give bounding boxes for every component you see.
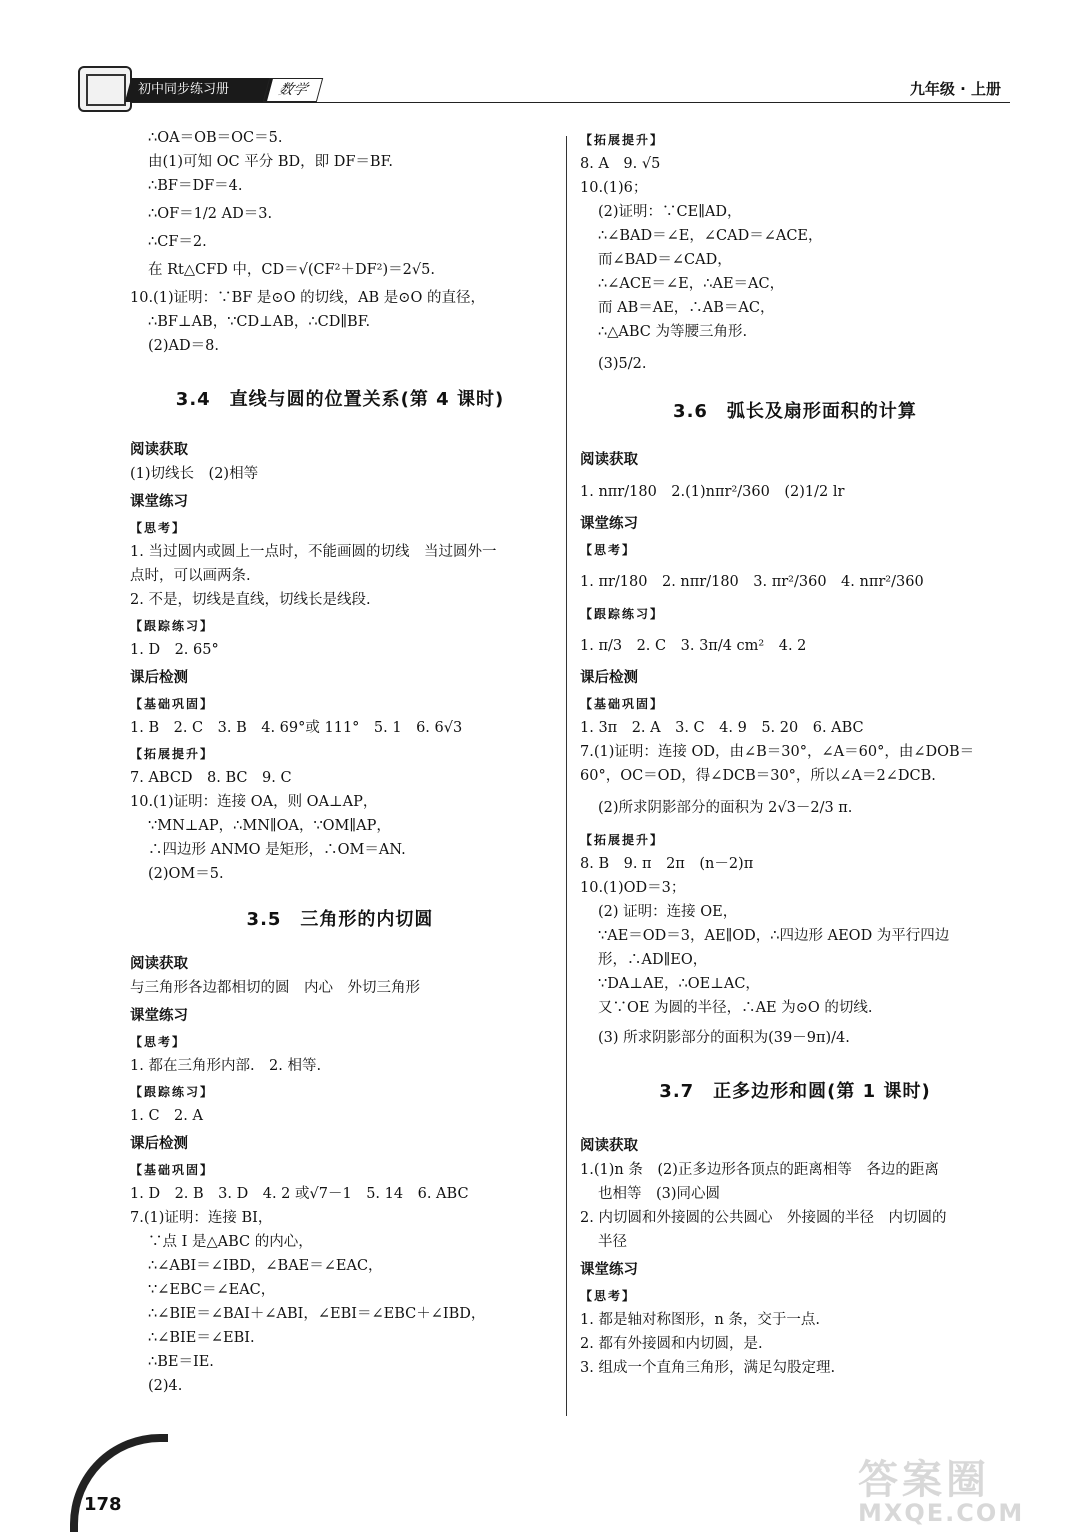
tag-follow: 【跟踪练习】 [580, 607, 665, 621]
heading-class: 课堂练习 [130, 494, 188, 510]
answer-line: (1)切线长 (2)相等 [130, 466, 259, 482]
left-column [130, 126, 550, 1398]
tag-extension: 【拓展提升】 [580, 833, 665, 847]
answer-line: ∴OA＝OB＝OC＝5. [148, 130, 283, 146]
page-number: 178 [84, 1494, 122, 1515]
answer-line: ∴∠BIE＝∠EBI. [148, 1330, 255, 1346]
answer-line: 1. nπr/180 2.(1)nπr²/360 (2)1/2 lr [580, 484, 845, 500]
answer-line: 7. ABCD 8. BC 9. C [130, 770, 292, 786]
answer-line: 1. 都在三角形内部. 2. 相等. [130, 1058, 322, 1074]
series-logo [78, 66, 132, 112]
series-title: 初中同步练习册 [125, 78, 273, 102]
tag-basic: 【基础巩固】 [130, 1163, 215, 1177]
answer-line: (3) 所求阴影部分的面积为(39－9π)/4. [598, 1030, 850, 1046]
answer-line: (2)4. [148, 1378, 183, 1394]
answer-line: 而 AB＝AE，∴AB＝AC， [598, 300, 775, 316]
answer-line: 1. D 2. 65° [130, 642, 219, 658]
tag-follow: 【跟踪练习】 [130, 1085, 215, 1099]
answer-line: 7.(1)证明：连接 OD，由∠B＝30°，∠A＝60°，由∠DOB＝ [580, 744, 975, 760]
answer-line: 与三角形各边都相切的圆 内心 外切三角形 [130, 980, 420, 996]
answer-line: ∴BF＝DF＝4. [148, 178, 243, 194]
answer-line: (2)OM＝5. [148, 866, 224, 882]
answer-line: 7.(1)证明：连接 BI， [130, 1210, 273, 1226]
answer-line: (2)AD＝8. [148, 338, 219, 354]
page-corner-arc [70, 1434, 168, 1532]
heading-after: 课后检测 [130, 1136, 188, 1152]
answer-line: ∵AE＝OD＝3，AE∥OD，∴四边形 AEOD 为平行四边 [598, 928, 950, 944]
answer-line: 而∠BAD＝∠CAD， [598, 252, 732, 268]
answer-line: 1. 当过圆内或圆上一点时，不能画圆的切线 当过圆外一 [130, 544, 497, 560]
answer-line: 1. 3π 2. A 3. C 4. 9 5. 20 6. ABC [580, 720, 864, 736]
watermark [858, 1448, 1024, 1527]
answer-line: ∴∠ACE＝∠E，∴AE＝AC， [598, 276, 785, 292]
answer-line: 1. C 2. A [130, 1108, 203, 1124]
section-title-3-6: 3.6 弧长及扇形面积的计算 [673, 401, 917, 422]
answer-line: 2. 内切圆和外接圆的公共圆心 外接圆的半径 内切圆的 [580, 1210, 947, 1226]
tag-think: 【思考】 [580, 543, 637, 557]
column-divider [566, 136, 567, 1416]
answer-line: ∵∠EBC＝∠EAC， [148, 1282, 276, 1298]
answer-line: ∴CF＝2. [148, 234, 207, 250]
answer-line: 半径 [598, 1234, 627, 1250]
answer-line: ∴△ABC 为等腰三角形. [598, 324, 748, 340]
answer-line: 1. 都是轴对称图形，n 条，交于一点. [580, 1312, 820, 1328]
answer-line: (2)所求阴影部分的面积为 2√3－2/3 π. [598, 800, 853, 816]
heading-class: 课堂练习 [130, 1008, 188, 1024]
answer-line: 8. A 9. √5 [580, 156, 661, 172]
answer-line: 又∵OE 为圆的半径，∴AE 为⊙O 的切线. [598, 1000, 873, 1016]
heading-read: 阅读获取 [130, 442, 188, 458]
tag-basic: 【基础巩固】 [130, 697, 215, 711]
answer-line: ∵点 I 是△ABC 的内心， [148, 1234, 313, 1250]
answer-line: 1. B 2. C 3. B 4. 69°或 111° 5. 1 6. 6√3 [130, 720, 463, 736]
answer-line: (2)证明：∵CE∥AD， [598, 204, 742, 220]
answer-line: 60°，OC＝OD，得∠DCB＝30°，所以∠A＝2∠DCB. [580, 768, 936, 784]
grade-label: 九年级 · 上册 [909, 80, 1001, 98]
heading-class: 课堂练习 [580, 516, 638, 532]
section-title-3-4: 3.4 直线与圆的位置关系(第 4 课时) [175, 389, 505, 410]
answer-line: ∴BF⊥AB，∵CD⊥AB，∴CD∥BF. [148, 314, 371, 330]
tag-think: 【思考】 [580, 1289, 637, 1303]
answer-line: 10.(1)OD＝3； [580, 880, 686, 896]
section-title-3-7: 3.7 正多边形和圆(第 1 课时) [659, 1081, 931, 1102]
tag-think: 【思考】 [130, 521, 187, 535]
answer-line: 由(1)可知 OC 平分 BD，即 DF＝BF. [148, 154, 393, 170]
answer-line: 3. 组成一个直角三角形，满足勾股定理. [580, 1360, 836, 1376]
header-rule [130, 102, 1010, 103]
heading-read: 阅读获取 [580, 1138, 638, 1154]
heading-read: 阅读获取 [580, 452, 638, 468]
subject-label: 数学 [263, 78, 323, 102]
answer-line: (3)5/2. [598, 356, 647, 372]
answer-line: 1.(1)n 条 (2)正多边形各顶点的距离相等 各边的距离 [580, 1162, 939, 1178]
page-header [0, 0, 1067, 120]
tag-think: 【思考】 [130, 1035, 187, 1049]
answer-line: 10.(1)证明：连接 OA，则 OA⊥AP， [130, 794, 378, 810]
answer-line: 在 Rt△CFD 中，CD＝√(CF²＋DF²)＝2√5. [148, 262, 435, 278]
tag-extension: 【拓展提升】 [580, 133, 665, 147]
answer-line: 2. 都有外接圆和内切圆，是. [580, 1336, 763, 1352]
answer-line: 2. 不是，切线是直线，切线长是线段. [130, 592, 371, 608]
tag-extension: 【拓展提升】 [130, 747, 215, 761]
answer-line: ∴OF＝1/2 AD＝3. [148, 206, 273, 222]
answer-line: 也相等 (3)同心圆 [598, 1186, 721, 1202]
answer-line: ∵MN⊥AP，∴MN∥OA，∵OM∥AP， [148, 818, 391, 834]
answer-line: 点时，可以画两条. [130, 568, 251, 584]
section-title-3-5: 3.5 三角形的内切圆 [246, 909, 434, 930]
answer-line: (2) 证明：连接 OE， [598, 904, 738, 920]
watermark-text: 答案圈 [858, 1457, 990, 1503]
answer-line: ∴BE＝IE. [148, 1354, 214, 1370]
answer-line: 10.(1)证明：∵BF 是⊙O 的切线，AB 是⊙O 的直径， [130, 290, 485, 306]
answer-line: 形，∴AD∥EO， [598, 952, 708, 968]
answer-line: 1. πr/180 2. nπr/180 3. πr²/360 4. nπr²/360 [580, 574, 924, 590]
answer-line: ∴四边形 ANMO 是矩形，∴OM＝AN. [148, 842, 406, 858]
heading-after: 课后检测 [130, 670, 188, 686]
answer-line: 10.(1)6； [580, 180, 648, 196]
heading-read: 阅读获取 [130, 956, 188, 972]
answer-line: ∵DA⊥AE，∴OE⊥AC， [598, 976, 760, 992]
answer-line: ∴∠BAD＝∠E，∠CAD＝∠ACE， [598, 228, 823, 244]
heading-after: 课后检测 [580, 670, 638, 686]
watermark-url: MXQE.COM [858, 1499, 1025, 1527]
answer-line: 1. D 2. B 3. D 4. 2 或√7－1 5. 14 6. ABC [130, 1186, 469, 1202]
answer-line: 8. B 9. π 2π (n－2)π [580, 856, 754, 872]
answer-line: 1. π/3 2. C 3. 3π/4 cm² 4. 2 [580, 638, 807, 654]
tag-follow: 【跟踪练习】 [130, 619, 215, 633]
answer-line: ∴∠BIE＝∠BAI＋∠ABI，∠EBI＝∠EBC＋∠IBD， [148, 1306, 486, 1322]
tag-basic: 【基础巩固】 [580, 697, 665, 711]
heading-class: 课堂练习 [580, 1262, 638, 1278]
right-column [580, 126, 1010, 1380]
answer-line: ∴∠ABI＝∠IBD，∠BAE＝∠EAC， [148, 1258, 383, 1274]
